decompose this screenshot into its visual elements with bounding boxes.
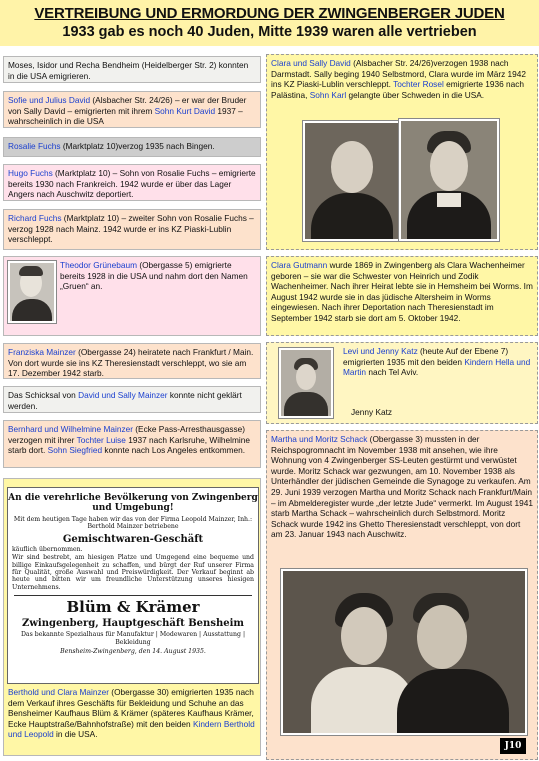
katz-name: Levi und Jenny Katz — [343, 346, 418, 356]
katz-text-a: (heute Auf der Ebene 7) emigrierten 1935 mit den beiden — [343, 346, 509, 367]
richard-box — [3, 209, 261, 250]
clara-sally-box — [266, 54, 538, 250]
richard-name: Richard Fuchs — [8, 213, 62, 223]
bernhard-text-b: 1937 nach Karlsruhe, Wilhelmine starb dort. — [8, 434, 250, 456]
schack-text: (Obergasse 3) mussten in der Reichspogromnacht im November 1938 mit ansehen, wie ihre Wohnung von 4 Zwingenberger SS-Leuten gestürmt und verwüstet wurde. Moritz Schack war gezwungen, am 10. November 1938 als Unterhändler der jüdischen Gemeinde die Synagoge zu verkaufen. Am 29. Juni 1939 verzogen Martha und Moritz Schack nach Frankfurt/Main – im Abmelderegister wurde „der letzte Jude“ vermerkt. Im August 1941 starb Martha Schack – wahrscheinlich durch Selbstmord. Moritz Schack wurde 1942 ins Ghetto Theresienstadt verschleppt, von dort am 23. Januar 1943 nach Auschwitz. — [271, 434, 533, 540]
newspaper-ad — [7, 487, 259, 684]
richard-text: (Marktplatz 10) – zweiter Sohn von Rosalie Fuchs – verzog 1928 nach Mainz. 1942 wurde er ins KZ Piaski-Lublin verschleppt. — [8, 213, 254, 245]
katz-text-b: nach Tel Aviv. — [366, 367, 419, 378]
rosalie-text: (Marktplatz 10)verzog 1935 nach Bingen. — [60, 141, 215, 151]
theodor-text: (Obergasse 5) emigrierte bereits 1928 in die USA und nahm dort den Namen „Gruen“ an. — [60, 260, 248, 292]
berthold-text-a: (Obergasse 30) emigrierten 1935 nach dem Verkauf ihres Geschäfts für Bekleidung und Schuhe an das Bensheimer Kaufhaus Blüm & Krämer (späteres Kaufhaus Krämer, Ecke Hauptstraße/Bahnhofstraße) mit den beiden — [8, 687, 254, 729]
bendheim-box — [3, 56, 261, 83]
page-number-badge: J10 — [500, 738, 526, 754]
hugo-box — [3, 164, 261, 201]
schicksal-box — [3, 386, 261, 413]
berthold-text-b: in die USA. — [53, 729, 98, 740]
gutmann-box — [266, 256, 538, 336]
schicksal-text-a: Das Schicksal von — [8, 390, 79, 400]
hugo-text: (Marktplatz 10) – Sohn von Rosalie Fuchs – emigrierte bereits 1930 nach Frankreich. 1942 wurde er über das Lager Angers nach Auschwitz deportiert. — [8, 168, 256, 200]
ad-specialty: Das bekannte Spezialhaus für Manufaktur | Modewaren | Ausstattung | Bekleidung — [20, 631, 246, 646]
ad-takeover: käuflich übernommen. — [12, 545, 83, 553]
rosalie-name: Rosalie Fuchs — [8, 141, 61, 151]
clara-sally-karl: Sohn Karl — [309, 89, 347, 100]
clara-sally-rosel: Tochter Rosel — [393, 79, 444, 90]
clara-sally-name: Clara und Sally David — [271, 58, 351, 68]
franziska-name: Franziska Mainzer — [8, 347, 76, 357]
theodor-name: Theodor Grünebaum — [60, 260, 138, 270]
schicksal-text-b: konnte nicht geklärt werden. — [8, 390, 242, 411]
ad-firm-location: Zwingenberg, Hauptgeschäft Bensheim — [22, 618, 244, 630]
page-title: VERTREIBUNG UND ERMORDUNG DER ZWINGENBERGER JUDEN — [34, 5, 505, 22]
clara-sally-text-c: gelangte über Schweden in die USA. — [346, 89, 485, 100]
ad-business: Gemischtwaren-Geschäft — [62, 533, 204, 545]
bernhard-box — [3, 420, 261, 468]
ad-body: Wir sind bestrebt, am hiesigen Platze und Umgegend eine bequeme und billige Einkaufsgelegenheit zu schaffen, und bürgt der Ruf unserer Firma für Qualität, große Auswahl und Preiswürdigkeit. Der Verkauf beginnt ab heute und bitten wir um freundliche Unterstützung unseres hiesigen Unternehmens. — [12, 554, 254, 591]
franziska-text: (Obergasse 24) heiratete nach Frankfurt / Main. Von dort wurde sie ins KZ Theresienstadt verschleppt, wo sie am 17. Dezember 1942 starb. — [8, 347, 254, 379]
theodor-portrait — [8, 261, 56, 323]
david-text: (Alsbacher Str. 24/26) – er war der Bruder von Sally David – emigrierten mit ihrem — [8, 95, 247, 116]
berthold-name: Berthold und Clara Mainzer — [8, 687, 109, 697]
rosalie-box — [3, 137, 261, 157]
katz-box — [266, 342, 538, 424]
david-end: 1937 – wahrscheinlich in die USA — [8, 105, 243, 127]
bernhard-text-c: konnte nach Los Angeles entkommen. — [102, 445, 246, 456]
gutmann-name: Clara Gutmann — [271, 260, 328, 270]
schack-name: Martha und Moritz Schack — [271, 434, 368, 444]
ad-firm: Blüm & Krämer — [66, 598, 200, 617]
bernhard-name: Bernhard und Wilhelmine Mainzer — [8, 424, 133, 434]
page-header — [0, 0, 539, 46]
bernhard-siegfried: Sohn Siegfried — [47, 445, 103, 456]
clara-sally-text-a: (Alsbacher Str. 24/26)verzogen 1938 nach Darmstadt. Sally beging 1940 Selbstmord, Clara wurde im März 1942 ins KZ Piaski-Lublin verschleppt. — [271, 58, 527, 90]
page-subtitle: 1933 gab es noch 40 Juden, Mitte 1939 waren alle vertrieben — [62, 24, 477, 40]
david-names: Sofie und Julius David — [8, 95, 91, 105]
ad-date: Bensheim-Zwingenberg, den 14. August 1935. — [60, 648, 206, 656]
bernhard-text-a: (Ecke Pass-Arresthausgasse) verzogen mit ihrer — [8, 424, 246, 445]
theodor-box — [3, 256, 261, 336]
ad-intro: Mit dem heutigen Tage haben wir das von der Firma Leopold Mainzer, Inh.: Berthold Mainzer betriebene — [13, 516, 253, 531]
sally-david-portrait — [303, 121, 401, 241]
berthold-kinder: Kindern Berthold und Leopold — [8, 718, 255, 740]
martha-moritz-schack-photo — [281, 569, 527, 735]
david-kurt: Sohn Kurt David — [154, 105, 216, 116]
gutmann-text: wurde 1869 in Zwingenberg als Clara Wachenheimer geboren – sie war die Schwester von Heinrich und Zodik Wachenheimer. Nach ihrer Heirat lebte sie in Hemsheim bei Worms. Im August 1942 wurde sie in das jüdische Altersheim in Worms eingewiesen. Nach ihrer Deportation nach Theresienstadt im September 1942 starb sie dort am 5. Oktober 1942. — [271, 260, 533, 323]
ad-heading: An die verehrliche Bevölkerung von Zwingenberg und Umgebung! — [8, 493, 258, 513]
schicksal-names: David und Sally Mainzer — [78, 390, 168, 400]
franziska-box — [3, 343, 261, 379]
bendheim-text: Moses, Isidor und Recha Bendheim (Heidelberger Str. 2) konnten in die USA emigrieren. — [8, 60, 249, 81]
clara-sally-text-b: emigrierte 1936 nach Palästina, — [271, 79, 525, 100]
katz-caption: Jenny Katz — [351, 407, 393, 417]
david-box — [3, 91, 261, 128]
schack-box — [266, 430, 538, 760]
bernhard-luise: Tochter Luise — [76, 434, 126, 445]
clara-david-portrait — [399, 119, 499, 241]
katz-kinder: Kindern Hella und Martin — [343, 356, 531, 378]
jenny-katz-portrait — [279, 348, 333, 418]
hugo-name: Hugo Fuchs — [8, 168, 53, 178]
